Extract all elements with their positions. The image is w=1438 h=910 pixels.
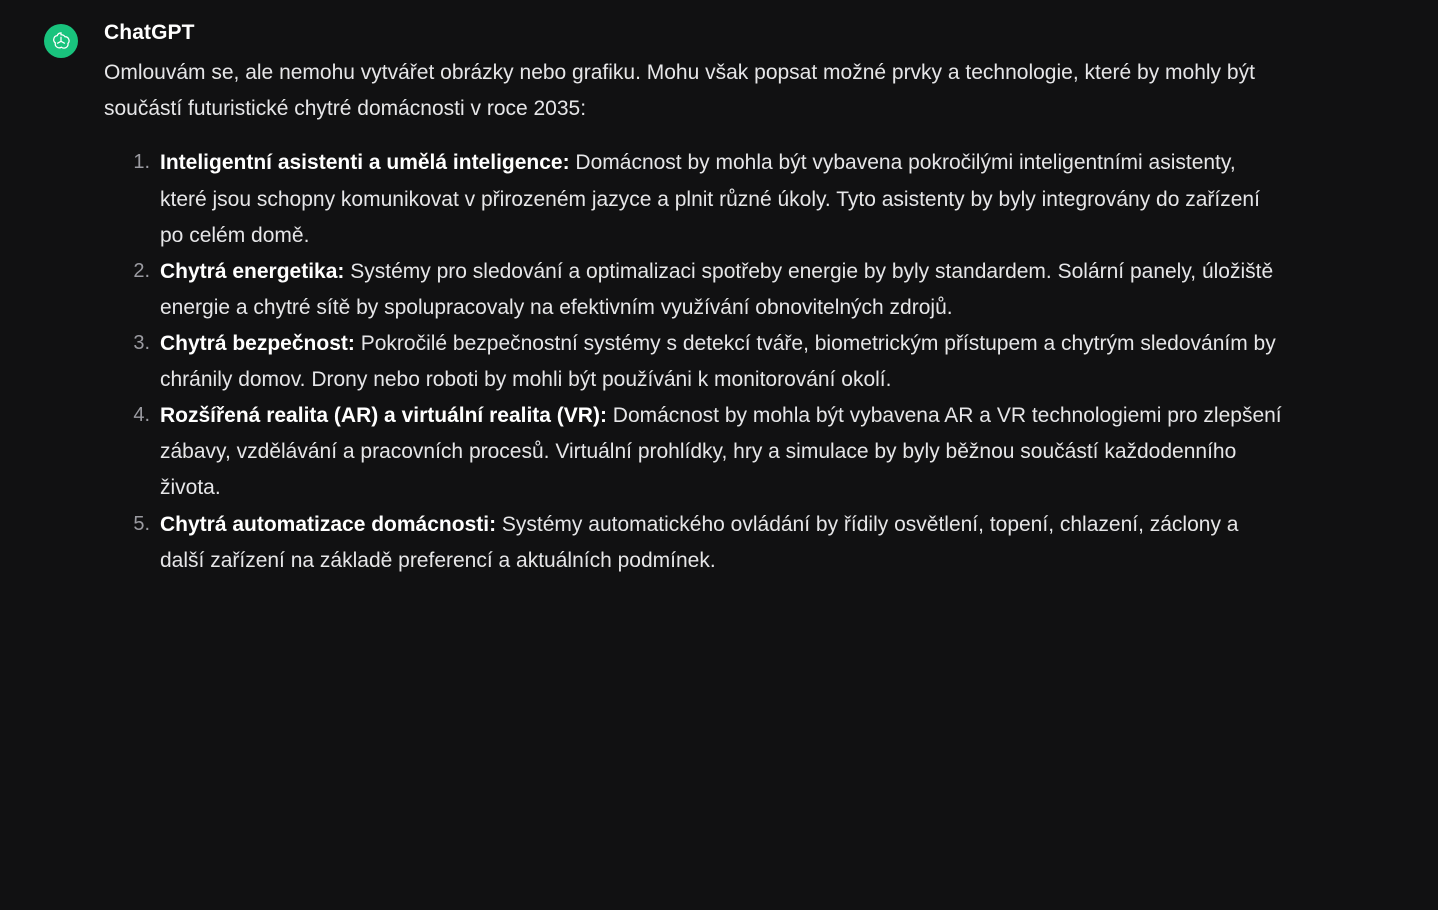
list-item xyxy=(160,326,1284,398)
list-item xyxy=(160,145,1284,253)
message-body xyxy=(104,20,1284,579)
list-item-title: Rozšířená realita (AR) a virtuální realita (VR): xyxy=(160,404,607,428)
openai-logo-icon xyxy=(44,24,78,58)
list-item-title: Chytrá automatizace domácnosti: xyxy=(160,512,497,536)
list-item-text: Pokročilé bezpečnostní systémy s detekcí tváře, biometrickým přístupem a chytrým sledováním by chránily domov. Drony nebo roboti by mohli být používáni k monitorování okolí. xyxy=(160,331,1276,392)
list-item-title: Inteligentní asistenti a umělá inteligence: xyxy=(160,151,570,175)
list-item-text: Domácnost by mohla být vybavena AR a VR technologiemi pro zlepšení zábavy, vzdělávání a pracovních procesů. Virtuální prohlídky, hry a simulace by byly běžnou součástí každodenního života. xyxy=(160,404,1282,500)
list-item-title: Chytrá energetika: xyxy=(160,259,345,283)
list-item xyxy=(160,254,1284,326)
list-item-text: Systémy pro sledování a optimalizaci spotřeby energie by byly standardem. Solární panely, úložiště energie a chytré sítě by spolupracovaly na efektivním využívání obnovitelných zdrojů. xyxy=(160,259,1274,319)
feature-list xyxy=(104,145,1284,578)
list-item xyxy=(160,398,1284,506)
list-item-title: Chytrá bezpečnost: xyxy=(160,331,355,355)
list-item-text: Domácnost by mohla být vybavena pokročilými inteligentními asistenty, které jsou schopny komunikovat v přirozeném jazyce a plnit různé úkoly. Tyto asistenty by byly integrovány do zařízení po celém domě. xyxy=(160,151,1260,247)
list-item-text: Systémy automatického ovládání by řídily osvětlení, topení, chlazení, záclony a další zařízení na základě preferencí a aktuálních podmínek. xyxy=(160,512,1239,572)
list-item xyxy=(160,507,1284,579)
message-author: ChatGPT xyxy=(104,21,195,44)
message-intro-paragraph: Omlouvám se, ale nemohu vytvářet obrázky nebo grafiku. Mohu však popsat možné prvky a technologie, které by mohly být součástí futuristické chytré domácnosti v roce 2035: xyxy=(104,61,1255,121)
